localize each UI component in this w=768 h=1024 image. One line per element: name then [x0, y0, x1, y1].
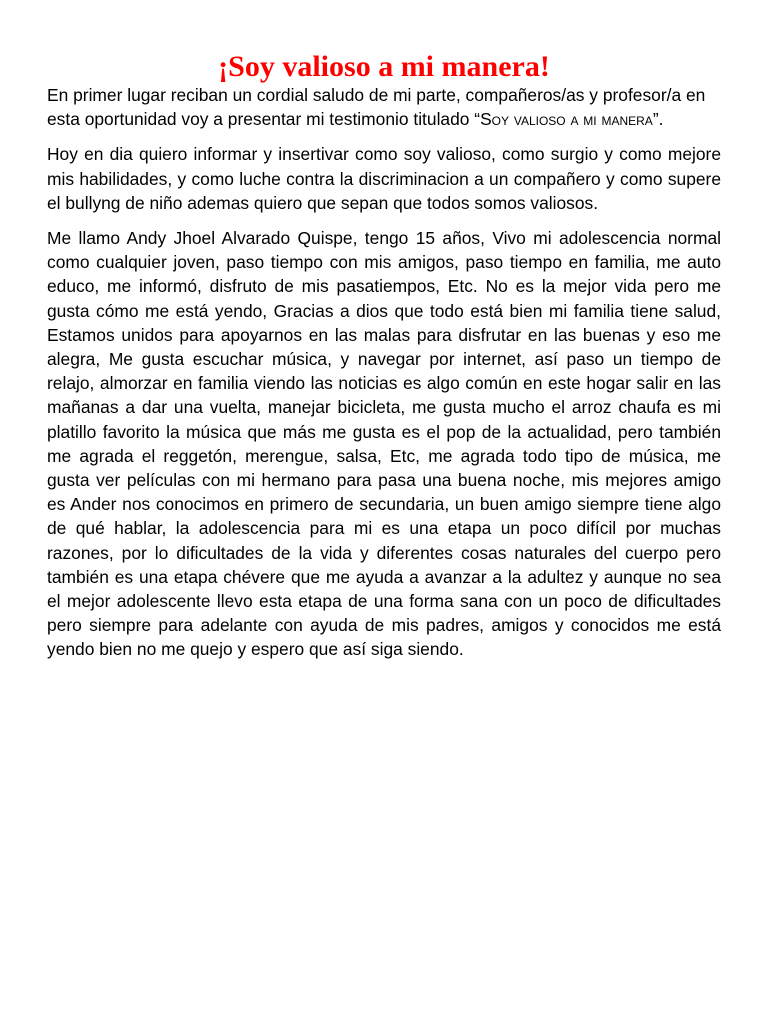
- document-body: [47, 83, 721, 673]
- testimony-title-quote: Soy valioso a mi manera: [480, 109, 653, 130]
- testimony-paragraph: Me llamo Andy Jhoel Alvarado Quispe, tengo 15 años, Vivo mi adolescencia normal como cualquier joven, paso tiempo con mis amigos, paso tiempo en familia, me auto educo, me informó, disfruto de mis pasatiempos, Etc. No es la mejor vida pero me gusta cómo me está yendo, Gracias a dios que todo está bien mi familia tiene salud, Estamos unidos para apoyarnos en las malas para disfrutar en las buenas y eso me alegra, Me gusta escuchar música, y navegar por internet, así paso un tiempo de relajo, almorzar en familia viendo las noticias es algo común en este hogar salir en las mañanas a dar una vuelta, manejar bicicleta, me gusta mucho el arroz chaufa es mi platillo favorito la música que más me gusta es el pop de la actualidad, pero también me agrada el reggetón, merengue, salsa, Etc, me agrada todo tipo de música, me gusta ver películas con mi hermano para pasa una buena noche, mis mejores amigo es Ander nos conocimos en primero de secundaria, un buen amigo siempre tiene algo de qué hablar, la adolescencia para mi es una etapa un poco difícil por muchas razones, por lo dificultades de la vida y diferentes cosas naturales del cuerpo pero también es una etapa chévere que me ayuda a avanzar a la adultez y aunque no sea el mejor adolescente llevo esta etapa de una forma sana con un poco de dificultades pero siempre para adelante con ayuda de mis padres, amigos y conocidos me está yendo bien no me quejo y espero que así siga siendo.: [47, 228, 721, 660]
- intro-text: En primer lugar reciban un cordial saludo de mi parte, compañeros/as y profesor/a en esta oportunidad voy a presentar mi testimonio titulado “: [47, 85, 706, 130]
- purpose-paragraph: Hoy en dia quiero informar y insertivar como soy valioso, como surgio y como mejore mis habilidades, y como luche contra la discriminacion a un compañero y como supere el bullyng de niño ademas quiero que sepan que todos somos valiosos.: [47, 144, 721, 213]
- document-title: ¡Soy valioso a mi manera!: [218, 50, 550, 83]
- intro-paragraph: [47, 83, 721, 131]
- intro-closing-quote: ”.: [652, 109, 664, 130]
